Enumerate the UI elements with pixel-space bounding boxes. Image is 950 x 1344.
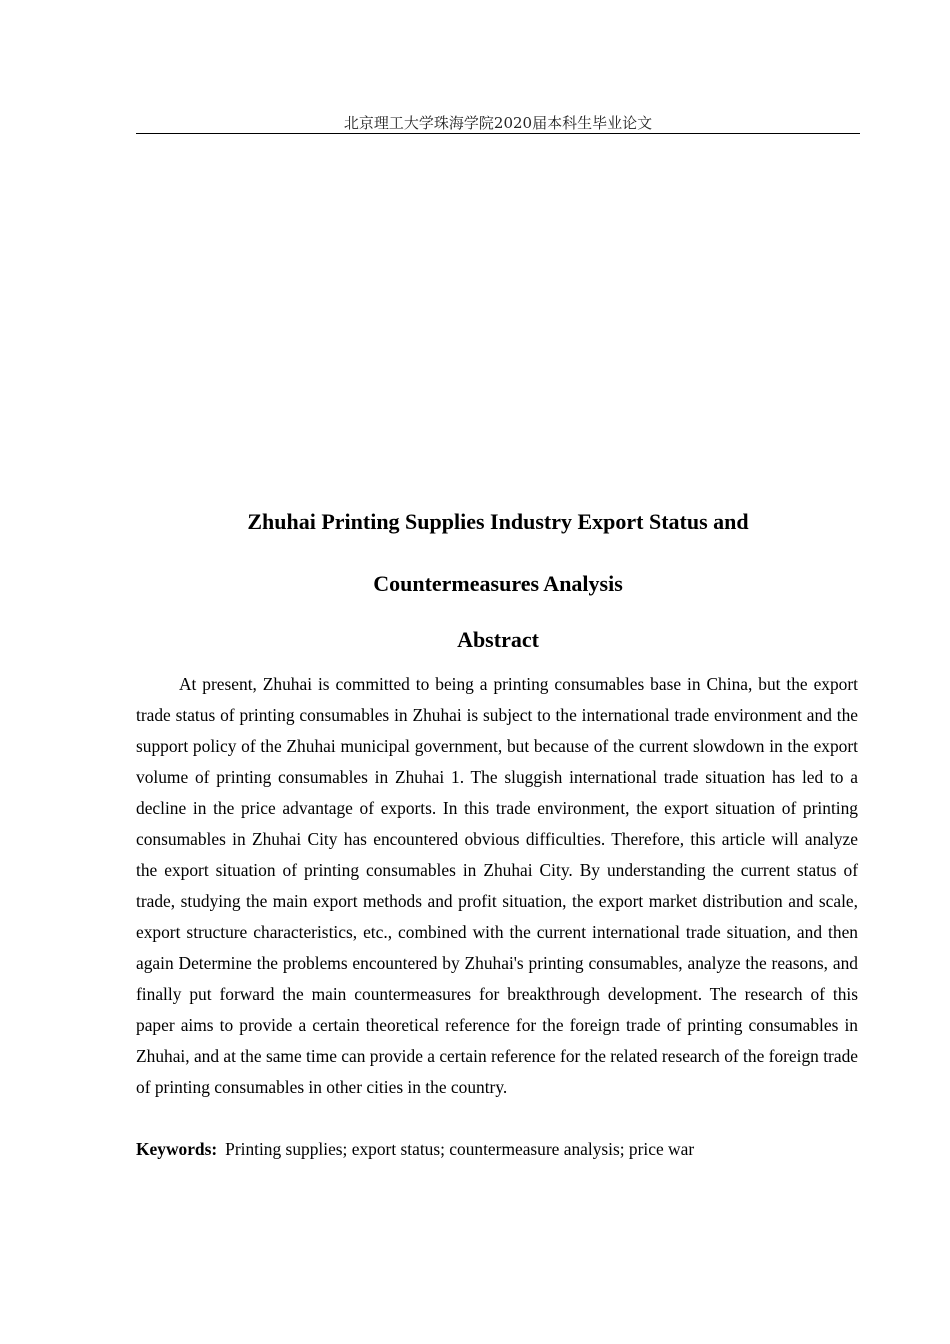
keywords-text: Printing supplies; export status; countermeasure analysis; price war [225,1139,695,1159]
abstract-body: At present, Zhuhai is committed to being a printing consumables base in China, but the export trade status of printing consumables in Zhuhai is subject to the international trade environment and the support policy of the Zhuhai municipal government, but because of the current slowdown in the export volume of printing consumables in Zhuhai 1. The sluggish international trade situation has led to a decline in the price advantage of exports. In this trade environment, the export situation of printing consumables in Zhuhai City has encountered obvious difficulties. Therefore, this article will analyze the export situation of printing consumables in Zhuhai City. By understanding the current status of trade, studying the main export methods and profit situation, the export market distribution and scale, export structure characteristics, etc., combined with the current international trade situation, and then again Determine the problems encountered by Zhuhai's printing consumables, analyze the reasons, and finally put forward the main countermeasures for breakthrough development. The research of this paper aims to provide a certain theoretical reference for the foreign trade of printing consumables in Zhuhai, and at the same time can provide a certain reference for the related research of the foreign trade of printing consumables in other cities in the country. [136,674,858,1097]
keywords-label: Keywords: [136,1139,218,1159]
running-header: 北京理工大学珠海学院2020届本科生毕业论文 [343,114,653,132]
paper-title-line-1: Zhuhai Printing Supplies Industry Export Status and [247,509,749,534]
paper-title-line-2: Countermeasures Analysis [373,571,623,596]
header-rule [136,133,860,134]
keywords-line [136,1134,858,1165]
abstract-heading: Abstract [457,627,539,652]
